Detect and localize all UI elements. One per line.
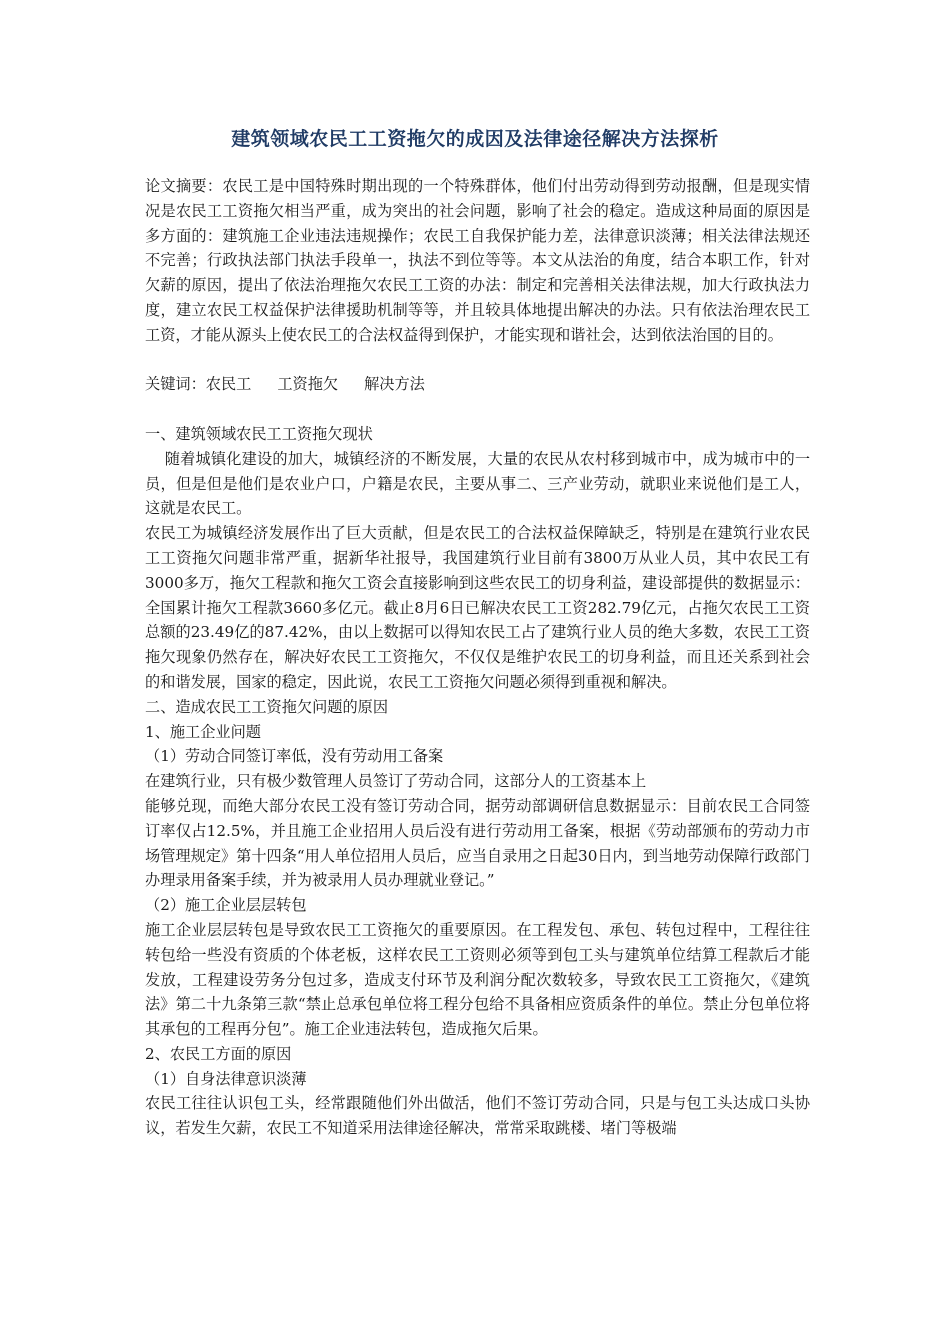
page-title: 建筑领域农民工工资拖欠的成因及法律途径解决方法探析 xyxy=(231,128,719,150)
document-body xyxy=(145,174,810,1141)
abstract-paragraph: 论文摘要：农民工是中国特殊时期出现的一个特殊群体，他们付出劳动得到劳动报酬，但是现实情况是农民工工资拖欠相当严重，成为突出的社会问题，影响了社会的稳定。造成这种局面的原因是多方面的：建筑施工企业违法违规操作；农民工自我保护能力差，法律意识淡薄；相关法律法规还不完善；行政执法部门执法手段单一，执法不到位等等。本文从法治的角度，结合本职工作，针对欠薪的原因，提出了依法治理拖欠农民工工资的办法：制定和完善相关法律法规，加大行政执法力度，建立农民工权益保护法律援助机制等等，并且较具体地提出解决的办法。只有依法治理农民工工资，才能从源头上使农民工的合法权益得到保护，才能实现和谐社会，达到依法治国的目的。 xyxy=(145,177,810,344)
keyword-item: 解决方法 xyxy=(364,375,425,394)
subsubsection-heading: （1）劳动合同签订率低，没有劳动用工备案 xyxy=(145,747,444,766)
body-paragraph: 在建筑行业，只有极少数管理人员签订了劳动合同，这部分人的工资基本上 xyxy=(145,772,647,791)
body-paragraph: 农民工为城镇经济发展作出了巨大贡献，但是农民工的合法权益保障缺乏，特别是在建筑行业农民工工资拖欠问题非常严重，据新华社报导，我国建筑行业目前有3800万从业人员，其中农民工有3000多万，拖欠工程款和拖欠工资会直接影响到这些农民工的切身利益，建设部提供的数据显示：全国累计拖欠工程款3660多亿元。截止8月6日已解决农民工工资282.79亿元，占拖欠农民工工资总额的23.49亿的87.42%，由以上数据可以得知农民工占了建筑行业人员的绝大多数，农民工工资拖欠现象仍然存在，解决好农民工工资拖欠，不仅仅是维护农民工的切身利益，而且还关系到社会的和谐发展，国家的稳定，因此说，农民工工资拖欠问题必须得到重视和解决。 xyxy=(145,524,810,691)
body-paragraph: 施工企业层层转包是导致农民工工资拖欠的重要原因。在工程发包、承包、转包过程中，工程往往转包给一些没有资质的个体老板，这样农民工工资则必须等到包工头与建筑单位结算工程款后才能发放，工程建设劳务分包过多，造成支付环节及利润分配次数较多，导致农民工工资拖欠，《建筑法》第二十九条第三款“禁止总承包单位将工程分包给不具备相应资质条件的单位。禁止分包单位将其承包的工程再分包”。施工企业违法转包，造成拖欠后果。 xyxy=(145,920,810,1039)
spacer xyxy=(145,397,810,422)
body-paragraph: 随着城镇化建设的加大，城镇经济的不断发展，大量的农民从农村移到城市中，成为城市中的一员，但是但是他们是农业户口，户籍是农民，主要从事二、三产业劳动，就职业来说他们是工人，这就是农民工。 xyxy=(145,449,810,518)
keyword-item: 农民工 xyxy=(205,375,252,394)
subsubsection-heading: （1）自身法律意识淡薄 xyxy=(145,1069,307,1088)
section-heading: 二、造成农民工工资拖欠问题的原因 xyxy=(145,697,388,716)
keywords-line xyxy=(145,372,810,397)
section-heading: 一、建筑领域农民工工资拖欠现状 xyxy=(145,424,373,443)
subsection-heading: 1、施工企业问题 xyxy=(145,722,261,741)
keyword-item: 工资拖欠 xyxy=(277,375,339,394)
body-paragraph: 能够兑现，而绝大部分农民工没有签订劳动合同，据劳动部调研信息数据显示：目前农民工合同签订率仅占12.5%，并且施工企业招用人员后没有进行劳动用工备案，根据《劳动部颁布的劳动力市场管理规定》第十四条“用人单位招用人员后，应当自录用之日起30日内，到当地劳动保障行政部门办理录用备案手续，并为被录用人员办理就业登记。” xyxy=(145,796,810,890)
body-paragraph: 农民工往往认识包工头，经常跟随他们外出做活，他们不签订劳动合同，只是与包工头达成口头协议，若发生欠薪，农民工不知道采用法律途径解决，常常采取跳楼、堵门等极端 xyxy=(145,1094,810,1138)
subsubsection-heading: （2）施工企业层层转包 xyxy=(145,896,307,915)
spacer xyxy=(145,348,810,373)
subsection-heading: 2、农民工方面的原因 xyxy=(145,1044,292,1063)
keywords-label: 关键词： xyxy=(145,375,206,394)
